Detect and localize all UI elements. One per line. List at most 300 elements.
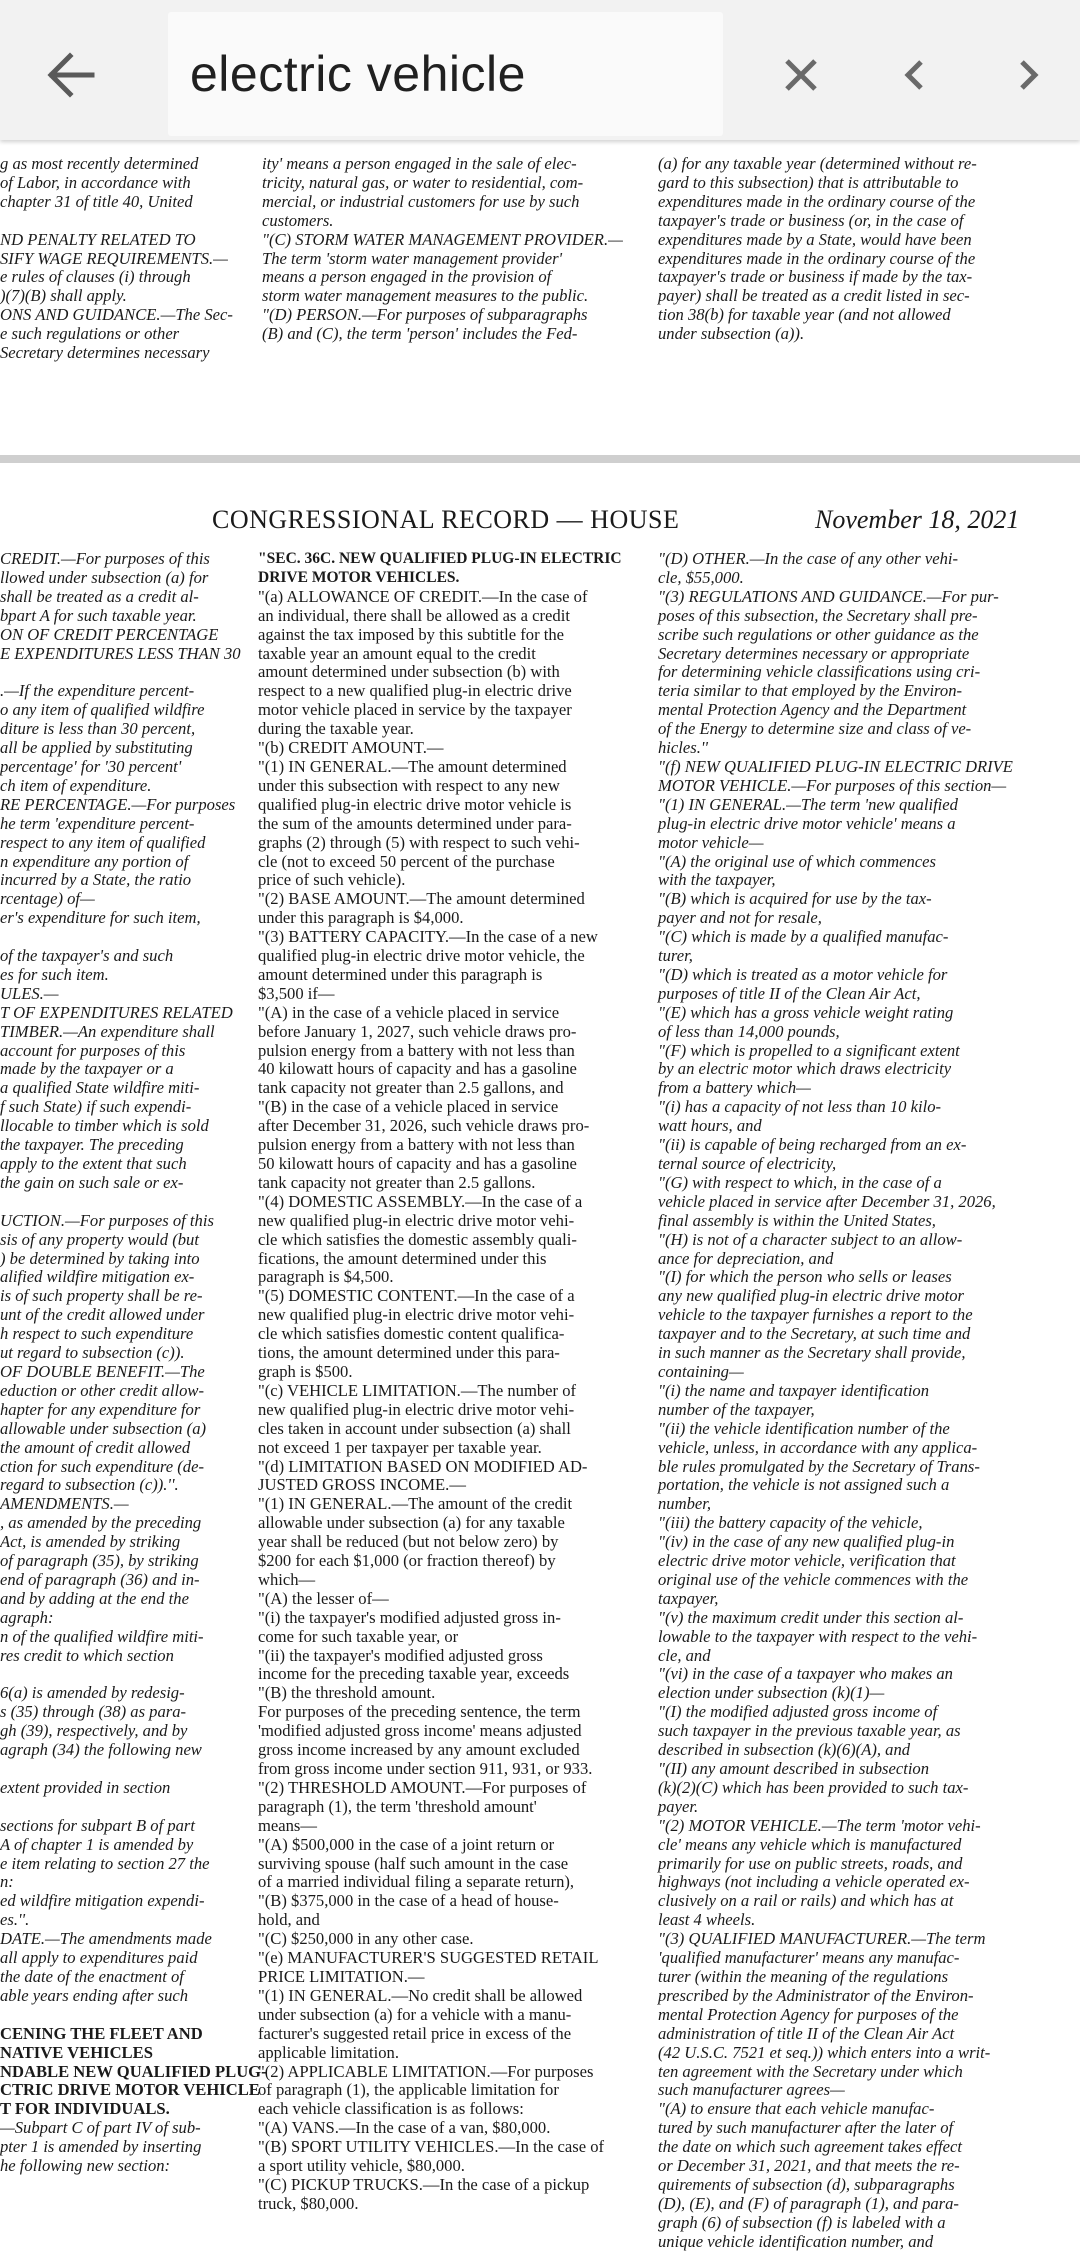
text-line: which— bbox=[258, 1569, 316, 1589]
text-line: "(vi) in the case of a taxpayer who makes an bbox=[658, 1664, 953, 1684]
text-line: he following new section: bbox=[0, 2156, 171, 2176]
page1-left-column bbox=[0, 155, 240, 363]
page2-left-column bbox=[0, 549, 267, 2176]
text-line: "(C) $250,000 in any other case. bbox=[258, 1929, 474, 1949]
text-line: "(D) which is treated as a motor vehicle for bbox=[658, 964, 948, 984]
text-line: DATE.—The amendments made bbox=[0, 1929, 212, 1949]
text-line: under this paragraph is $4,000. bbox=[258, 908, 464, 928]
text-line: each vehicle classification is as follows: bbox=[258, 2099, 524, 2119]
text-line: n expenditure any portion of bbox=[0, 851, 189, 871]
text-line: vehicle, unless, in accordance with any applica- bbox=[658, 1437, 978, 1457]
text-line: clusively on a rail or rails) and which has at bbox=[658, 1891, 954, 1911]
text-line: 'modified adjusted gross income' means adjusted bbox=[258, 1721, 582, 1741]
text-line: DRIVE MOTOR VEHICLES. bbox=[258, 568, 460, 586]
text-line: described in subsection (k)(6)(A), and bbox=[658, 1740, 911, 1760]
text-line: means— bbox=[258, 1815, 317, 1835]
text-line: A of chapter 1 is amended by bbox=[0, 1834, 194, 1854]
text-line: tricity, natural gas, or water to residential, com- bbox=[262, 172, 584, 192]
text-line: hapter for any expenditure for bbox=[0, 1399, 201, 1419]
text-line: "(iii) the battery capacity of the vehicle, bbox=[658, 1513, 923, 1533]
text-line: new qualified plug-in electric drive motor vehi- bbox=[258, 1399, 575, 1419]
text-line: ternal source of electricity, bbox=[658, 1154, 837, 1173]
text-line: CENING THE FLEET AND bbox=[0, 2023, 203, 2043]
text-line: payer and not for resale, bbox=[658, 908, 822, 928]
text-line: motor vehicle placed in service by the taxpayer bbox=[258, 700, 572, 720]
text-line: "(b) CREDIT AMOUNT.— bbox=[258, 738, 444, 758]
text-line: is of such property shall be re- bbox=[0, 1286, 203, 1306]
next-match-button[interactable] bbox=[995, 42, 1061, 108]
text-line: in such manner as the Secretary shall provide, bbox=[658, 1343, 966, 1363]
text-line: n: bbox=[0, 1872, 14, 1892]
text-line: apply to the extent that such bbox=[0, 1154, 187, 1173]
text-line: or December 31, 2021, and that meets the re- bbox=[658, 2156, 960, 2176]
text-line: account for purposes of this bbox=[0, 1040, 186, 1060]
text-line: electric drive motor vehicle, verification that bbox=[658, 1551, 956, 1571]
text-line: the taxpayer. The preceding bbox=[0, 1135, 184, 1155]
find-in-page-bar bbox=[0, 0, 1080, 140]
text-line: cle which satisfies domestic content qualifica- bbox=[258, 1324, 565, 1344]
text-line: such taxpayer in the previous taxable year, as bbox=[658, 1721, 961, 1741]
text-line: mental Protection Agency and the Department bbox=[658, 700, 967, 720]
text-line: taxpayer, bbox=[658, 1588, 719, 1608]
text-line: made by the taxpayer or a bbox=[0, 1059, 174, 1079]
text-line: eduction or other credit allow- bbox=[0, 1380, 205, 1400]
text-line: prescribed by the Administrator of the Environ- bbox=[658, 1985, 974, 2005]
text-line: truck, $80,000. bbox=[258, 2193, 359, 2213]
text-line: —Subpart C of part IV of sub- bbox=[0, 2118, 201, 2138]
text-line: expenditures made in the ordinary course of the bbox=[658, 248, 976, 268]
text-line: For purposes of the preceding sentence, the term bbox=[258, 1702, 581, 1722]
text-line: "(2) MOTOR VEHICLE.—The term 'motor vehi- bbox=[658, 1815, 981, 1835]
text-line: during the taxable year. bbox=[258, 719, 414, 739]
text-line: 6(a) is amended by redesig- bbox=[0, 1683, 185, 1703]
text-line: extent provided in section bbox=[0, 1777, 171, 1797]
text-line: after December 31, 2026, such vehicle draws pro- bbox=[258, 1116, 590, 1136]
text-line: original use of the vehicle commences with the bbox=[658, 1569, 969, 1589]
text-line: "(B) which is acquired for use by the tax- bbox=[658, 889, 932, 909]
text-line: e item relating to section 27 the bbox=[0, 1853, 210, 1873]
text-line: "(3) REGULATIONS AND GUIDANCE.—For pur- bbox=[658, 586, 999, 606]
text-line: against the tax imposed by this subtitle for the bbox=[258, 624, 565, 644]
text-line: CTRIC DRIVE MOTOR VEHICLE bbox=[0, 2080, 260, 2100]
text-line: "(G) with respect to which, in the case of a bbox=[658, 1172, 942, 1192]
section-heading bbox=[258, 550, 640, 588]
text-line: tions, the amount determined under this para- bbox=[258, 1343, 560, 1363]
text-line: f such State) if such expendi- bbox=[0, 1097, 192, 1117]
text-line: ble rules promulgated by the Secretary of Trans- bbox=[658, 1456, 980, 1476]
text-line: "(A) to ensure that each vehicle manufac- bbox=[658, 2099, 935, 2119]
text-line: taxable year an amount equal to the credit bbox=[258, 643, 536, 663]
text-line: ON OF CREDIT PERCENTAGE bbox=[0, 624, 219, 644]
text-line: "(C) which is made by a qualified manufac- bbox=[658, 927, 949, 947]
text-line: MOTOR VEHICLE.—For purposes of this section— bbox=[658, 775, 1007, 795]
page1-middle-column bbox=[262, 155, 640, 344]
text-line: under this subsection with respect to any new bbox=[258, 775, 560, 795]
text-line: rcentage) of— bbox=[0, 889, 95, 909]
text-line: amount determined under subsection (b) with bbox=[258, 662, 560, 682]
text-line: means a person engaged in the provision of bbox=[262, 267, 552, 287]
text-line: "(I) the modified adjusted gross income of bbox=[658, 1702, 938, 1722]
text-line bbox=[0, 663, 240, 682]
text-line bbox=[0, 212, 240, 231]
text-line: cle (not to exceed 50 percent of the purchase bbox=[258, 851, 555, 871]
text-line: the date of the enactment of bbox=[0, 1966, 184, 1986]
text-line: amount determined under this paragraph is bbox=[258, 964, 543, 984]
text-line: under subsection (a) for a vehicle with a manu- bbox=[258, 2004, 572, 2024]
text-line: "(A) VANS.—In the case of a van, $80,000. bbox=[258, 2118, 551, 2138]
text-line: watt hours, and bbox=[658, 1116, 762, 1136]
text-line: cles taken in account under subsection (a) shall bbox=[258, 1418, 571, 1438]
page-header-date: November 18, 2021 bbox=[815, 505, 1020, 534]
text-line: number of the taxpayer, bbox=[658, 1399, 815, 1419]
text-line: "(3) BATTERY CAPACITY.—In the case of a new bbox=[258, 927, 598, 947]
text-line: CREDIT.—For purposes of this bbox=[0, 549, 210, 568]
text-line: OF DOUBLE BENEFIT.—The bbox=[0, 1361, 205, 1381]
text-line: turer, bbox=[658, 946, 693, 966]
arrow-left-icon bbox=[38, 40, 108, 110]
clear-button[interactable] bbox=[768, 42, 834, 108]
text-line: llocable to timber which is sold bbox=[0, 1116, 209, 1136]
text-line: .—If the expenditure percent- bbox=[0, 681, 195, 701]
search-input[interactable] bbox=[188, 44, 732, 104]
text-line: es for such item. bbox=[0, 964, 109, 984]
text-line: graph is $500. bbox=[258, 1361, 353, 1381]
text-line bbox=[0, 1798, 240, 1817]
text-line: gard to this subsection) that is attributable to bbox=[658, 172, 959, 192]
text-line: lowable to the taxpayer with respect to the vehi- bbox=[658, 1626, 978, 1646]
text-line: "(2) THRESHOLD AMOUNT.—For purposes of bbox=[258, 1777, 587, 1797]
text-line: "(iv) in the case of any new qualified plug-in bbox=[658, 1532, 955, 1552]
text-line: (42 U.S.C. 7521 et seq.)) which enters into a writ- bbox=[658, 2042, 991, 2062]
text-line: ed wildfire mitigation expendi- bbox=[0, 1891, 205, 1911]
text-line: come for such taxable year, or bbox=[258, 1626, 459, 1646]
text-line: "(C) STORM WATER MANAGEMENT PROVIDER.— bbox=[262, 229, 623, 249]
text-line: E EXPENDITURES LESS THAN 30 bbox=[0, 643, 241, 663]
text-line: o any item of qualified wildfire bbox=[0, 700, 205, 720]
text-line: vehicle placed in service after December 31, 2026, bbox=[658, 1191, 996, 1211]
text-line: NDABLE NEW QUALIFIED PLUG- bbox=[0, 2061, 267, 2081]
text-line: and by adding at the end the bbox=[0, 1588, 189, 1608]
text-line: "(B) the threshold amount. bbox=[258, 1683, 436, 1703]
text-line: "(3) QUALIFIED MANUFACTURER.—The term bbox=[658, 1929, 986, 1949]
text-line: unique vehicle identification number, and bbox=[658, 2231, 934, 2251]
back-button[interactable] bbox=[38, 40, 108, 110]
text-line: gross income increased by any amount excluded bbox=[258, 1740, 580, 1760]
text-line: a sport utility vehicle, $80,000. bbox=[258, 2156, 465, 2176]
text-line: motor vehicle— bbox=[658, 832, 764, 852]
text-line: of less than 14,000 pounds, bbox=[658, 1021, 840, 1041]
text-line: ity' means a person engaged in the sale of elec- bbox=[262, 154, 577, 173]
document-page-previous bbox=[0, 140, 1080, 455]
text-line: containing— bbox=[658, 1361, 744, 1381]
text-line: $200 for each $1,000 (or fraction thereof) by bbox=[258, 1551, 556, 1571]
text-line: cle' means any vehicle which is manufactured bbox=[658, 1834, 962, 1854]
page-header-title: CONGRESSIONAL RECORD — HOUSE bbox=[212, 505, 680, 534]
text-line: "(B) $375,000 in the case of a head of house- bbox=[258, 1891, 559, 1911]
text-line: taxpayer and to the Secretary, at such time and bbox=[658, 1324, 971, 1344]
text-line: ance for depreciation, and bbox=[658, 1248, 834, 1268]
text-line: 'qualified manufacturer' means any manufac- bbox=[658, 1948, 960, 1968]
text-line bbox=[0, 2006, 240, 2025]
text-line: of the taxpayer's and such bbox=[0, 946, 174, 966]
text-line: such manufacturer agrees— bbox=[658, 2080, 845, 2100]
text-line: allowable under subsection (a) bbox=[0, 1418, 207, 1438]
text-line: "(F) which is propelled to a significant extent bbox=[658, 1040, 960, 1060]
text-line: "(E) which has a gross vehicle weight rating bbox=[658, 1002, 954, 1022]
text-line: "(A) the original use of which commences bbox=[658, 851, 936, 871]
text-line: RE PERCENTAGE.—For purposes bbox=[0, 794, 236, 814]
text-line: qualified plug-in electric drive motor vehicle is bbox=[258, 794, 572, 814]
text-line: the date on which such agreement takes effect bbox=[658, 2137, 962, 2157]
text-line: applicable limitation. bbox=[258, 2042, 400, 2062]
text-line: "(v) the maximum credit under this section al- bbox=[658, 1607, 964, 1627]
text-line: NATIVE VEHICLES bbox=[0, 2042, 153, 2062]
text-line: UCTION.—For purposes of this bbox=[0, 1210, 214, 1230]
text-line: "SEC. 36C. NEW QUALIFIED PLUG-IN ELECTRIC bbox=[258, 550, 622, 567]
text-line: respect to a new qualified plug-in electric drive bbox=[258, 681, 572, 701]
text-line: "(D) PERSON.—For purposes of subparagraphs bbox=[262, 305, 588, 325]
text-line: sections for subpart B of part bbox=[0, 1815, 195, 1835]
text-line: "(c) VEHICLE LIMITATION.—The number of bbox=[258, 1380, 577, 1400]
text-line: "(I) for which the person who sells or leases bbox=[658, 1267, 952, 1287]
text-line: "(B) in the case of a vehicle placed in service bbox=[258, 1097, 559, 1117]
text-line: SIFY WAGE REQUIREMENTS.— bbox=[0, 248, 228, 268]
text-line: expenditures made in the ordinary course of the bbox=[658, 191, 976, 211]
text-line: bpart A for such taxable year. bbox=[0, 605, 197, 625]
text-line: agraph (34) the following new bbox=[0, 1740, 202, 1760]
text-line: ch item of expenditure. bbox=[0, 775, 152, 795]
text-line: AMENDMENTS.— bbox=[0, 1494, 129, 1514]
text-line: "(1) IN GENERAL.—The amount of the credit bbox=[258, 1494, 573, 1514]
text-line: poses of this subsection, the Secretary shall pre- bbox=[658, 605, 978, 625]
text-line: taxpayer's trade or business if made by the tax- bbox=[658, 267, 973, 287]
text-line: not exceed 1 per taxpayer per taxable year. bbox=[258, 1437, 542, 1457]
text-line: payer. bbox=[658, 1796, 699, 1816]
text-line: PRICE LIMITATION.— bbox=[258, 1966, 425, 1986]
text-line: graph (6) of subsection (f) is labeled with a bbox=[658, 2212, 946, 2232]
text-line: pulsion energy from a battery with not less than bbox=[258, 1135, 575, 1155]
chevron-right-icon bbox=[995, 42, 1061, 108]
text-line: "(A) $500,000 in the case of a joint return or bbox=[258, 1834, 555, 1854]
text-line bbox=[0, 928, 240, 947]
text-line: from gross income under section 911, 931, or 933. bbox=[258, 1759, 593, 1778]
text-line: scribe such regulations or other guidance as the bbox=[658, 624, 979, 644]
previous-match-button[interactable] bbox=[882, 42, 948, 108]
text-line: end of paragraph (36) and in- bbox=[0, 1569, 200, 1589]
text-line: primarily for use on public streets, roads, and bbox=[658, 1853, 963, 1873]
text-line: of paragraph (35), by striking bbox=[0, 1551, 199, 1571]
text-line: "(C) PICKUP TRUCKS.—In the case of a pickup bbox=[258, 2174, 590, 2194]
text-line: "(1) IN GENERAL.—No credit shall be allowed bbox=[258, 1985, 583, 2005]
text-line: unt of the credit allowed under bbox=[0, 1305, 205, 1325]
text-line: number, bbox=[658, 1494, 712, 1514]
text-line: "(1) IN GENERAL.—The term 'new qualified bbox=[658, 794, 958, 814]
text-line: tank capacity not greater than 2.5 gallons, and bbox=[258, 1078, 564, 1098]
text-line: customers. bbox=[262, 210, 334, 230]
text-line: any new qualified plug-in electric drive motor bbox=[658, 1286, 964, 1306]
text-line: income for the preceding taxable year, exceeds bbox=[258, 1664, 570, 1684]
text-line: The term 'storm water management provider' bbox=[262, 248, 563, 268]
text-line: er's expenditure for such item, bbox=[0, 908, 201, 928]
text-line: for determining vehicle classifications using cri- bbox=[658, 662, 981, 682]
text-line: pter 1 is amended by inserting bbox=[0, 2137, 202, 2157]
text-line: final assembly is within the United States, bbox=[658, 1210, 936, 1230]
text-line: pulsion energy from a battery with not less than bbox=[258, 1040, 575, 1060]
text-line: (D), (E), and (F) of paragraph (1), and para- bbox=[658, 2193, 959, 2213]
text-line: "(B) SPORT UTILITY VEHICLES.—In the case of bbox=[258, 2137, 605, 2157]
text-line: 50 kilowatt hours of capacity and has a gasoline bbox=[258, 1154, 577, 1173]
text-line: allowable under subsection (a) for any taxable bbox=[258, 1513, 565, 1533]
text-line bbox=[0, 1760, 240, 1779]
text-line: a qualified State wildfire miti- bbox=[0, 1078, 200, 1098]
page2-right-column bbox=[658, 550, 1038, 2252]
text-line: storm water management measures to the public. bbox=[262, 286, 589, 306]
text-line: shall be treated as a credit al- bbox=[0, 586, 199, 606]
close-icon bbox=[768, 42, 834, 108]
text-line: JUSTED GROSS INCOME.— bbox=[258, 1475, 466, 1495]
chevron-left-icon bbox=[882, 42, 948, 108]
text-line: "(f) NEW QUALIFIED PLUG-IN ELECTRIC DRIVE bbox=[658, 756, 1013, 776]
text-line: mercial, or industrial customers for use by such bbox=[262, 191, 580, 211]
text-line: "(A) the lesser of— bbox=[258, 1588, 389, 1608]
page-separator bbox=[0, 455, 1080, 463]
text-line: "(e) MANUFACTURER'S SUGGESTED RETAIL bbox=[258, 1948, 599, 1968]
text-line: (k)(2)(C) which has been provided to such tax- bbox=[658, 1777, 969, 1797]
text-line: cle which satisfies the domestic assembly quali- bbox=[258, 1229, 577, 1249]
text-line: llowed under subsection (a) for bbox=[0, 567, 209, 587]
text-line: Secretary determines necessary bbox=[0, 343, 210, 363]
text-line: , as amended by the preceding bbox=[0, 1513, 202, 1533]
text-line: (B) and (C), the term 'person' includes the Fed- bbox=[262, 324, 578, 344]
text-line: of Labor, in accordance with bbox=[0, 172, 191, 192]
text-line: he term 'expenditure percent- bbox=[0, 813, 195, 833]
text-line: the sum of the amounts determined under para- bbox=[258, 813, 572, 833]
page1-right-column bbox=[658, 155, 1038, 344]
text-line: )(7)(B) shall apply. bbox=[0, 286, 127, 306]
page2-middle-column bbox=[258, 550, 640, 2214]
text-line: regard to subsection (c)).''. bbox=[0, 1475, 179, 1495]
text-line: gh (39), respectively, and by bbox=[0, 1721, 188, 1741]
text-line: Secretary determines necessary or appropriate bbox=[658, 643, 970, 663]
text-line: chapter 31 of title 40, United bbox=[0, 191, 193, 211]
text-line: es.''. bbox=[0, 1910, 30, 1930]
text-line: portation, the vehicle is not assigned such a bbox=[658, 1475, 950, 1495]
text-line: an individual, there shall be allowed as a credit bbox=[258, 605, 570, 625]
text-line: the gain on such sale or ex- bbox=[0, 1172, 184, 1192]
text-line: diture is less than 30 percent, bbox=[0, 719, 196, 739]
text-line: graphs (2) through (5) with respect to such vehi- bbox=[258, 832, 580, 852]
text-line: of paragraph (1), the applicable limitation for bbox=[258, 2080, 559, 2100]
text-line: least 4 wheels. bbox=[658, 1910, 756, 1930]
text-line: tion 38(b) for taxable year (and not allowed bbox=[658, 305, 951, 325]
text-line: ND PENALTY RELATED TO bbox=[0, 229, 196, 249]
text-line: surviving spouse (half such amount in the case bbox=[258, 1853, 569, 1873]
text-line: turer (within the meaning of the regulations bbox=[658, 1966, 949, 1986]
text-line: paragraph (1), the term 'threshold amount' bbox=[258, 1796, 537, 1816]
text-line: $3,500 if— bbox=[258, 983, 335, 1003]
search-field[interactable] bbox=[168, 12, 723, 136]
text-line: T OF EXPENDITURES RELATED bbox=[0, 1002, 233, 1022]
text-line: (a) for any taxable year (determined without re- bbox=[658, 154, 977, 173]
text-line: ONS AND GUIDANCE.—The Sec- bbox=[0, 305, 233, 325]
text-line: cle, $55,000. bbox=[658, 567, 744, 587]
text-line: administration of title II of the Clean Air Act bbox=[658, 2023, 955, 2043]
text-line: hicles.'' bbox=[658, 738, 708, 758]
text-line: "(d) LIMITATION BASED ON MODIFIED AD- bbox=[258, 1456, 588, 1476]
text-line: g as most recently determined bbox=[0, 154, 199, 173]
text-line: expenditures made by a State, would have been bbox=[658, 229, 972, 249]
text-line: ten agreement with the Secretary under which bbox=[658, 2061, 963, 2081]
text-line: ction for such expenditure (de- bbox=[0, 1456, 204, 1476]
text-line: "(ii) the taxpayer's modified adjusted gross bbox=[258, 1645, 543, 1665]
text-line: by an electric motor which draws electricity bbox=[658, 1059, 952, 1079]
text-line: hold, and bbox=[258, 1910, 320, 1930]
text-line: s (35) through (38) as para- bbox=[0, 1702, 187, 1722]
text-line: "(II) any amount described in subsection bbox=[658, 1759, 930, 1778]
text-line: with the taxpayer, bbox=[658, 870, 776, 890]
text-line: "(1) IN GENERAL.—The amount determined bbox=[258, 756, 567, 776]
text-line: of a married individual filing a separate return), bbox=[258, 1872, 575, 1892]
text-line bbox=[0, 1665, 240, 1684]
text-line: n of the qualified wildfire miti- bbox=[0, 1626, 204, 1646]
text-line: payer) shall be treated as a credit listed in sec- bbox=[658, 286, 970, 306]
text-line: respect to any item of qualified bbox=[0, 832, 206, 852]
text-line: "(A) in the case of a vehicle placed in service bbox=[258, 1002, 560, 1022]
text-line: "(i) has a capacity of not less than 10 kilo- bbox=[658, 1097, 942, 1117]
text-line: cle, and bbox=[658, 1645, 711, 1665]
text-line: mental Protection Agency for purposes of the bbox=[658, 2004, 959, 2024]
text-line: ut regard to subsection (c)). bbox=[0, 1343, 185, 1363]
text-line: "(2) APPLICABLE LIMITATION.—For purposes bbox=[258, 2061, 594, 2081]
text-line: sis of any property would (but bbox=[0, 1229, 199, 1249]
text-line: "(ii) the vehicle identification number of the bbox=[658, 1418, 950, 1438]
text-line: "(i) the taxpayer's modified adjusted gross in- bbox=[258, 1607, 561, 1627]
text-line: plug-in electric drive motor vehicle' means a bbox=[658, 813, 956, 833]
text-line: quirements of subsection (d), subparagraphs bbox=[658, 2174, 955, 2194]
text-line: fications, the amount determined under this bbox=[258, 1248, 547, 1268]
text-line: taxpayer's trade or business (or, in the case of bbox=[658, 210, 964, 230]
text-line: election under subsection (k)(1)— bbox=[658, 1683, 885, 1703]
text-line: Act, is amended by striking bbox=[0, 1532, 181, 1552]
text-line: highways (not including a vehicle operated ex- bbox=[658, 1872, 970, 1892]
section-body bbox=[258, 588, 640, 2214]
text-line: "(5) DOMESTIC CONTENT.—In the case of a bbox=[258, 1286, 575, 1306]
text-line: percentage' for '30 percent' bbox=[0, 756, 182, 776]
text-line: vehicle to the taxpayer furnishes a report to the bbox=[658, 1305, 973, 1325]
text-line: all be applied by substituting bbox=[0, 738, 193, 758]
text-line: teria similar to that employed by the Environ- bbox=[658, 681, 963, 701]
text-line: from a battery which— bbox=[658, 1078, 811, 1098]
text-line: 40 kilowatt hours of capacity and has a gasoline bbox=[258, 1059, 577, 1079]
text-line: T FOR INDIVIDUALS. bbox=[0, 2099, 170, 2119]
text-line: "(4) DOMESTIC ASSEMBLY.—In the case of a bbox=[258, 1191, 583, 1211]
text-line: new qualified plug-in electric drive motor vehi- bbox=[258, 1210, 575, 1230]
text-line: TIMBER.—An expenditure shall bbox=[0, 1021, 215, 1041]
text-line: "(i) the name and taxpayer identification bbox=[658, 1380, 930, 1400]
text-line: all apply to expenditures paid bbox=[0, 1948, 198, 1968]
text-line: h respect to such expenditure bbox=[0, 1324, 194, 1344]
text-line: incurred by a State, the ratio bbox=[0, 870, 192, 890]
text-line: tank capacity not greater than 2.5 gallons. bbox=[258, 1172, 536, 1192]
text-line: of the Energy to determine size and class of ve- bbox=[658, 719, 972, 739]
text-line: before January 1, 2027, such vehicle draws pro- bbox=[258, 1021, 577, 1041]
text-line: e such regulations or other bbox=[0, 324, 180, 344]
text-line: tured by such manufacturer after the later of bbox=[658, 2118, 954, 2138]
text-line: ULES.— bbox=[0, 983, 59, 1003]
text-line: new qualified plug-in electric drive motor vehi- bbox=[258, 1305, 575, 1325]
document-page-current bbox=[0, 463, 1080, 2251]
text-line: "(2) BASE AMOUNT.—The amount determined bbox=[258, 889, 585, 909]
